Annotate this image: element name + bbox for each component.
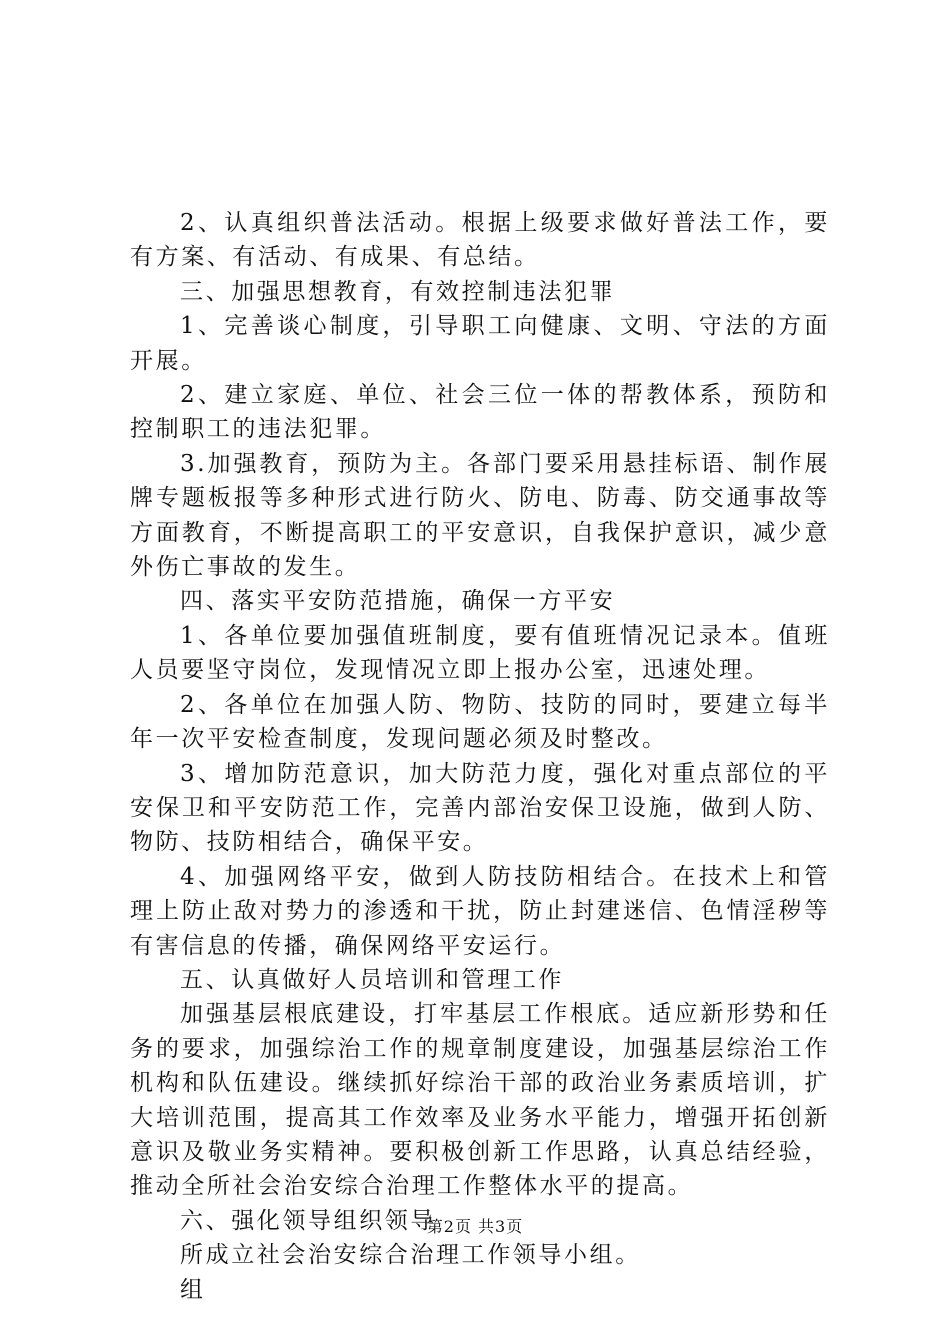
section-heading: 六、强化领导组织领导 (180, 1207, 436, 1234)
paragraph: 加强基层根底建设，打牢基层工作根底。适应新形势和任务的要求，加强综治工作的规章制度建设，加强基层综治工作机构和队伍建设。继续抓好综治干部的政治业务素质培训，扩大培训范围，提高其工作效率及业务水平能力，增强开拓创新意识及敬业务实精神。要积极创新工作思路，认真总结经验，推动全所社会治安综合治理工作整体水平的提高。 (130, 1001, 830, 1200)
paragraph: 组 (180, 1276, 206, 1303)
paragraph: 3.加强教育，预防为主。各部门要采用悬挂标语、制作展牌专题板报等多种形式进行防火、防电、防毒、防交通事故等方面教育，不断提高职工的平安意识，自我保护意识，减少意外伤亡事故的发生。 (130, 450, 830, 581)
page-number-footer: 第2页 共3页 (426, 1217, 524, 1236)
section-heading: 四、落实平安防范措施，确保一方平安 (180, 588, 616, 615)
paragraph: 2、认真组织普法活动。根据上级要求做好普法工作，要有方案、有活动、有成果、有总结。 (130, 210, 830, 271)
paragraph: 1、完善谈心制度，引导职工向健康、文明、守法的方面开展。 (130, 313, 830, 374)
paragraph: 3、增加防范意识，加大防范力度，强化对重点部位的平安保卫和平安防范工作，完善内部治安保卫设施，做到人防、物防、技防相结合，确保平安。 (130, 760, 830, 856)
paragraph: 2、建立家庭、单位、社会三位一体的帮教体系，预防和控制职工的违法犯罪。 (130, 382, 830, 443)
section-heading: 五、认真做好人员培训和管理工作 (180, 966, 564, 993)
paragraph: 所成立社会治安综合治理工作领导小组。 (180, 1242, 641, 1269)
section-heading: 三、加强思想教育，有效控制违法犯罪 (180, 278, 616, 305)
paragraph: 1、各单位要加强值班制度，要有值班情况记录本。值班人员要坚守岗位，发现情况立即上报办公室，迅速处理。 (130, 622, 830, 684)
paragraph: 4、加强网络平安，做到人防技防相结合。在技术上和管理上防止敌对势力的渗透和干扰，防止封建迷信、色情淫秽等有害信息的传播，确保网络平安运行。 (130, 863, 830, 959)
document-body (130, 206, 830, 1307)
paragraph: 2、各单位在加强人防、物防、技防的同时，要建立每半年一次平安检查制度，发现问题必须及时整改。 (130, 691, 830, 753)
